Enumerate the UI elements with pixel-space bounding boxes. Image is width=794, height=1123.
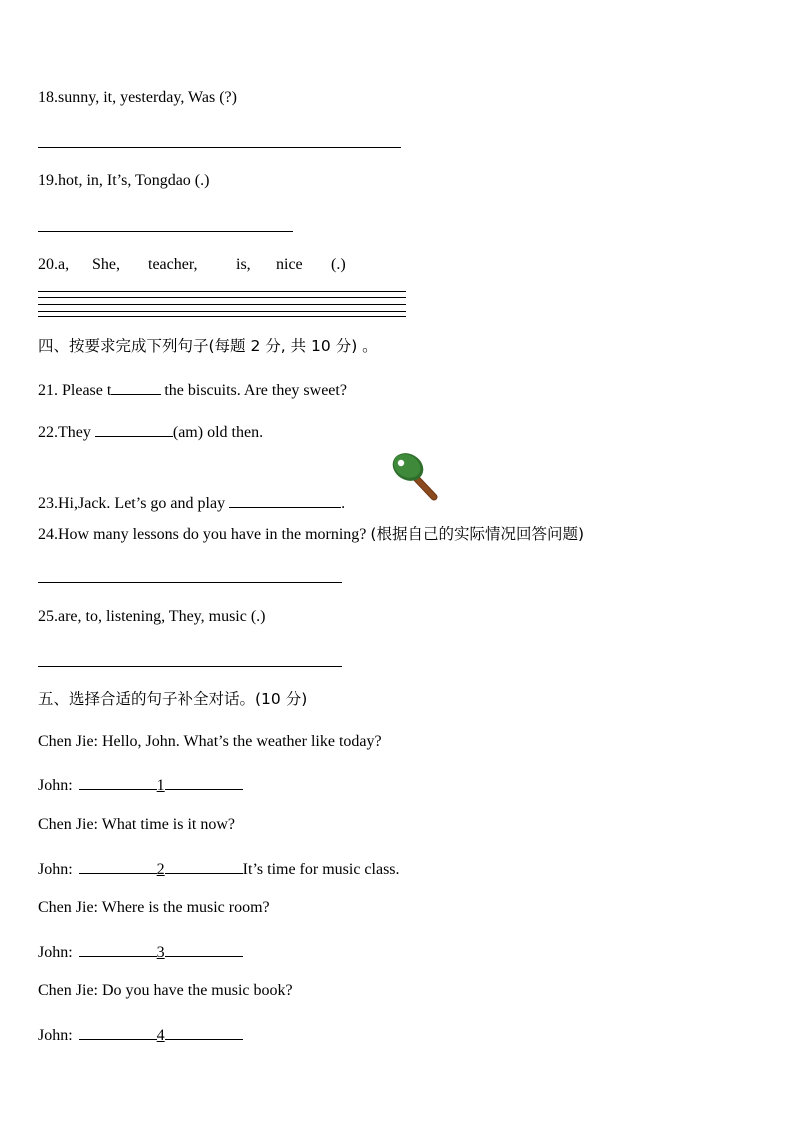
speaker: Chen Jie: [38,982,98,999]
question-number: 21 [38,382,54,399]
question-text: They [58,424,95,441]
question-text: Hi,Jack. Let’s go and play [58,495,230,512]
word-3: teacher, [148,256,198,273]
dialogue-line [38,1023,243,1046]
question-text: sunny, it, yesterday, Was (?) [58,89,237,106]
answer-line[interactable] [38,291,406,292]
question-number: 18. [38,89,58,106]
word-5: nice [276,256,303,273]
question-text: (am) old then. [172,424,264,441]
dialogue-line [38,857,400,880]
question-19 [38,171,209,191]
answer-line[interactable] [38,316,406,317]
answer-blank[interactable] [165,857,243,874]
speaker: Chen Jie: [38,899,98,916]
question-text: the biscuits. Are they sweet? [164,382,347,399]
ping-pong-paddle-icon [388,452,442,502]
dialogue-text: It’s time for music class. [242,861,400,878]
question-number: 25. [38,608,58,625]
answer-line[interactable] [38,582,342,583]
word-1: a, [58,256,70,273]
question-23 [38,491,345,514]
word-6: (.) [331,256,346,273]
answer-blank[interactable] [165,940,243,957]
dialogue-line [38,815,235,835]
question-number: 24. [38,526,58,543]
question-22 [38,420,263,443]
speaker: John: [38,1027,73,1044]
answer-blank[interactable] [165,1023,243,1040]
dialogue-line [38,773,243,796]
question-18 [38,88,237,108]
answer-line[interactable] [38,297,406,298]
answer-line[interactable] [38,304,406,305]
speaker: Chen Jie: [38,733,98,750]
question-text: hot, in, It’s, Tongdao (.) [58,172,210,189]
question-20 [38,255,346,275]
section-5-heading: 五、选择合适的句子补全对话。(10 分) [38,690,308,708]
word-2: She, [92,256,120,273]
dialogue-text: Do you have the music book? [98,982,293,999]
blank-number: 4 [156,1027,165,1044]
question-text: . [341,495,346,512]
question-text: are, to, listening, They, music (.) [58,608,266,625]
blank-number: 2 [156,861,165,878]
question-number: 22. [38,424,58,441]
answer-blank[interactable] [79,773,157,790]
question-text: How many lessons do you have in the morning? [58,526,371,543]
dialogue-line [38,940,243,963]
question-number: 20. [38,256,58,273]
answer-line[interactable] [38,147,401,148]
answer-blank[interactable] [79,857,157,874]
word-4: is, [236,256,251,273]
dialogue-line [38,732,382,752]
answer-blank[interactable] [111,378,161,395]
answer-blank[interactable] [79,1023,157,1040]
dialogue-line [38,981,293,1001]
speaker: John: [38,944,73,961]
answer-line[interactable] [38,666,342,667]
answer-blank[interactable] [79,940,157,957]
dialogue-text: What time is it now? [98,816,236,833]
blank-number: 1 [156,777,165,794]
question-note: (根据自己的实际情况回答问题) [370,525,585,543]
dialogue-text: Hello, John. What’s the weather like today? [98,733,382,750]
answer-line[interactable] [38,311,406,312]
speaker: Chen Jie: [38,816,98,833]
answer-line[interactable] [38,231,293,232]
question-number: 19. [38,172,58,189]
answer-blank[interactable] [95,420,173,437]
speaker: John: [38,861,73,878]
blank-number: 3 [156,944,165,961]
question-21 [38,378,347,401]
question-25 [38,607,266,627]
speaker: John: [38,777,73,794]
dialogue-line [38,898,270,918]
dialogue-text: Where is the music room? [98,899,270,916]
answer-blank[interactable] [229,491,341,508]
section-4-heading: 四、按要求完成下列句子(每题 2 分, 共 10 分) 。 [38,337,378,355]
answer-blank[interactable] [165,773,243,790]
question-24 [38,524,584,545]
question-number: 23. [38,495,58,512]
question-text: . Please t [54,382,112,399]
